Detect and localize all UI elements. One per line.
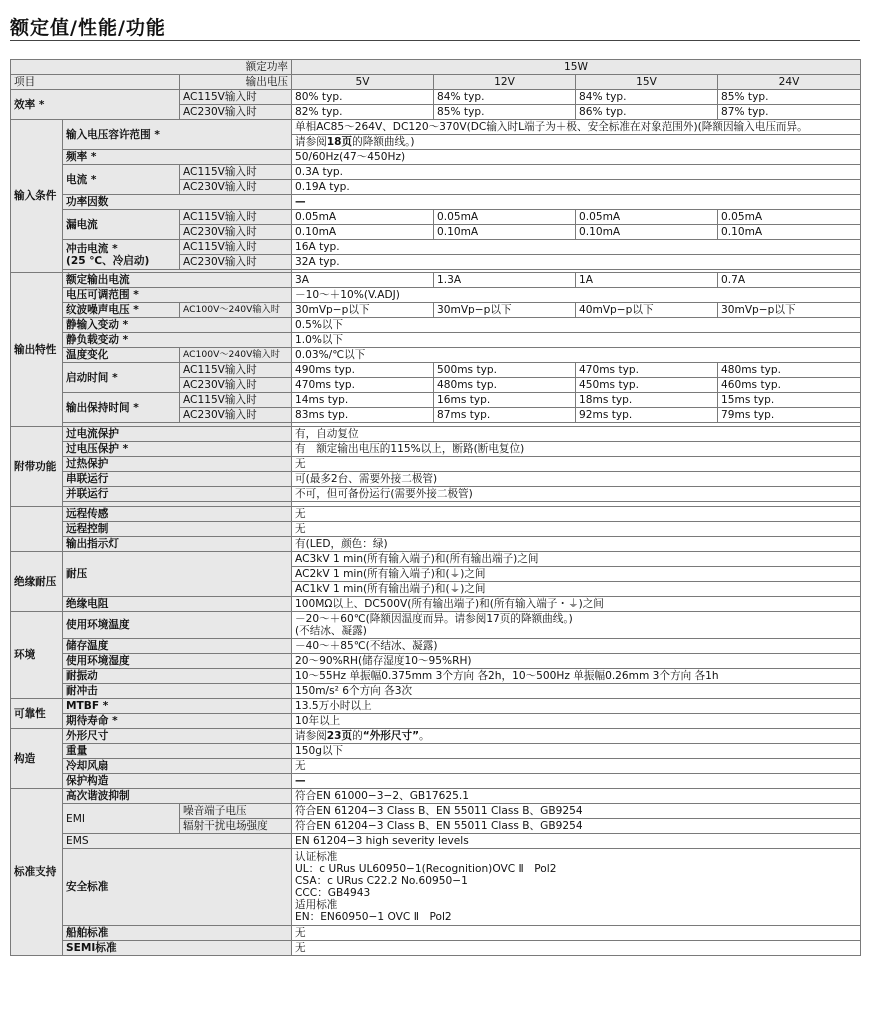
condition-label: AC115V输入时 [180, 165, 292, 180]
dim-label: 外形尺寸 [63, 729, 292, 744]
dim-row [11, 729, 861, 744]
condition-label: 噪音端子电压 [180, 804, 292, 819]
rated-current-row [11, 273, 861, 288]
marine-value: 无 [292, 926, 861, 941]
temp-value: 0.03%/℃以下 [292, 348, 861, 363]
storage-temp-value: －40～＋85℃(不结冰、凝露) [292, 639, 861, 654]
adj-row [11, 288, 861, 303]
value-cell: 82% typ. [292, 105, 434, 120]
efficiency-row [11, 90, 861, 105]
additional-category: 附带功能 [11, 427, 63, 507]
value-cell: 16A typ. [292, 240, 861, 255]
value-cell: 3A [292, 273, 434, 288]
inrush-label: 冲击电流 * (25 ℃、冷启动) [63, 240, 180, 270]
rated-power-label: 额定功率 [11, 60, 292, 75]
safety-row [11, 849, 861, 926]
value-cell: 18ms typ. [576, 393, 718, 408]
shock-row [11, 684, 861, 699]
additional-value: 可(最多2台、需要外接二极管) [292, 472, 861, 487]
spec-table [10, 59, 861, 956]
resistance-value: 100MΩ以上、DC500V(所有输出端子)和(所有输入端子・⏚)之间 [292, 597, 861, 612]
value-cell: 14ms typ. [292, 393, 434, 408]
line-value: 0.5%以下 [292, 318, 861, 333]
value-cell: 0.10mA [576, 225, 718, 240]
value-cell: 0.05mA [292, 210, 434, 225]
marine-row [11, 926, 861, 941]
page-title: 额定值/性能/功能 [10, 17, 166, 39]
semi-label: SEMI标准 [63, 941, 292, 956]
temp-row [11, 348, 861, 363]
leak-row [11, 210, 861, 225]
freq-label: 频率 * [63, 150, 292, 165]
input-category: 输入条件 [11, 120, 63, 273]
harmonic-label: 高次谐波抑制 [63, 789, 292, 804]
dim-value: 请参阅23页的“外形尺寸”。 [292, 729, 861, 744]
condition-label: AC230V输入时 [180, 408, 292, 423]
condition-label: AC230V输入时 [180, 225, 292, 240]
semi-value: 无 [292, 941, 861, 956]
condition-label: AC115V输入时 [180, 393, 292, 408]
ems-value: EN 61204−3 high severity levels [292, 834, 861, 849]
value-cell: 87ms typ. [434, 408, 576, 423]
startup-label: 启动时间 * [63, 363, 180, 393]
value-cell: 470ms typ. [576, 363, 718, 378]
life-row [11, 714, 861, 729]
value-cell: 0.10mA [718, 225, 861, 240]
mtbf-row [11, 699, 861, 714]
construction-category: 构造 [11, 729, 63, 789]
power-value: 15W [292, 60, 861, 75]
additional-row [11, 457, 861, 472]
value-cell: 30mVp−p以下 [718, 303, 861, 318]
vibration-label: 耐振动 [63, 669, 292, 684]
humidity-value: 20～90%RH(储存湿度10～95%RH) [292, 654, 861, 669]
startup-row [11, 363, 861, 378]
value-cell: 460ms typ. [718, 378, 861, 393]
value-cell: 0.19A typ. [292, 180, 861, 195]
header-row-voltage [11, 75, 861, 90]
value-cell: 0.05mA [434, 210, 576, 225]
protect-row [11, 774, 861, 789]
load-row [11, 333, 861, 348]
value-cell: 30mVp−p以下 [292, 303, 434, 318]
op-temp-row [11, 612, 861, 639]
value-cell: 15ms typ. [718, 393, 861, 408]
condition-label: AC230V输入时 [180, 105, 292, 120]
additional-value: 有，自动复位 [292, 427, 861, 442]
input-voltage-value-2: 请参阅18页的降额曲线。) [292, 135, 861, 150]
voltage-12v: 12V [434, 75, 576, 90]
safety-line: EN：EN60950−1 OVC Ⅱ Pol2 [295, 911, 452, 923]
spacer [11, 522, 63, 537]
value-cell: 1.3A [434, 273, 576, 288]
storage-temp-row [11, 639, 861, 654]
value-cell: 92ms typ. [576, 408, 718, 423]
line-label: 静输入变动 * [63, 318, 292, 333]
input-voltage-label: 输入电压容许范围 * [63, 120, 292, 150]
condition-label: 辐射干扰电场强度 [180, 819, 292, 834]
additional-label: 过电压保护 * [63, 442, 292, 457]
input-voltage-value: 单相AC85～264V、DC120～370V(DC输入时L端子为＋极、安全标准在对象范围外)(降额因输入电压而异。 [292, 120, 861, 135]
reliability-category: 可靠性 [11, 699, 63, 729]
value-cell: 0.3A typ. [292, 165, 861, 180]
additional-row [11, 507, 861, 522]
safety-line: CCC：GB4943 [295, 887, 371, 899]
standards-category: 标准支持 [11, 789, 63, 956]
value-cell: 0.05mA [718, 210, 861, 225]
value-cell: 490ms typ. [292, 363, 434, 378]
additional-row [11, 442, 861, 457]
value-cell: 87% typ. [718, 105, 861, 120]
additional-value: 无 [292, 522, 861, 537]
op-temp-label: 使用环境温度 [63, 612, 292, 639]
adj-value: －10～＋10%(V.ADJ) [292, 288, 861, 303]
additional-label: 远程控制 [63, 522, 292, 537]
mtbf-value: 13.5万小时以上 [292, 699, 861, 714]
fan-label: 冷却风扇 [63, 759, 292, 774]
additional-value: 有(LED，颜色：绿) [292, 537, 861, 552]
condition-label: AC115V输入时 [180, 210, 292, 225]
fan-row [11, 759, 861, 774]
condition-label: AC100V～240V输入时 [180, 303, 292, 318]
current-label: 电流 * [63, 165, 180, 195]
voltage-24v: 24V [718, 75, 861, 90]
pf-label: 功率因数 [63, 195, 292, 210]
freq-row [11, 150, 861, 165]
value-cell: 480ms typ. [434, 378, 576, 393]
condition-label: AC115V输入时 [180, 90, 292, 105]
insulation-category: 绝缘耐压 [11, 552, 63, 612]
semi-row [11, 941, 861, 956]
output-category: 输出特性 [11, 273, 63, 427]
additional-row [11, 427, 861, 442]
harmonic-row [11, 789, 861, 804]
condition-label: AC230V输入时 [180, 180, 292, 195]
value-cell: 480ms typ. [718, 363, 861, 378]
input-voltage-row [11, 120, 861, 135]
resistance-label: 绝缘电阻 [63, 597, 292, 612]
condition-label: AC100V～240V输入时 [180, 348, 292, 363]
value-cell: 32A typ. [292, 255, 861, 270]
withstand-row [11, 552, 861, 567]
additional-row [11, 487, 861, 502]
weight-label: 重量 [63, 744, 292, 759]
load-value: 1.0%以下 [292, 333, 861, 348]
environment-category: 环境 [11, 612, 63, 699]
storage-temp-label: 储存温度 [63, 639, 292, 654]
hold-row [11, 393, 861, 408]
additional-value: 不可，但可备份运行(需要外接二极管) [292, 487, 861, 502]
value-cell: 0.05mA [576, 210, 718, 225]
additional-label: 过热保护 [63, 457, 292, 472]
life-value: 10年以上 [292, 714, 861, 729]
harmonic-value: 符合EN 61000−3−2、GB17625.1 [292, 789, 861, 804]
value-cell: 450ms typ. [576, 378, 718, 393]
additional-label: 串联运行 [63, 472, 292, 487]
weight-value: 150g以下 [292, 744, 861, 759]
efficiency-label: 效率 * [11, 90, 180, 120]
condition-label: AC230V输入时 [180, 378, 292, 393]
shock-value: 150m/s² 6个方向 各3次 [292, 684, 861, 699]
output-voltage-label: 输出电压 [180, 75, 292, 90]
additional-label: 过电流保护 [63, 427, 292, 442]
additional-value: 无 [292, 507, 861, 522]
inrush-row [11, 240, 861, 255]
emi-value: 符合EN 61204−3 Class B、EN 55011 Class B、GB9254 [292, 804, 861, 819]
condition-label: AC230V输入时 [180, 255, 292, 270]
value-cell: 0.10mA [434, 225, 576, 240]
value-cell: 16ms typ. [434, 393, 576, 408]
withstand-label: 耐压 [63, 552, 292, 597]
value-cell: 85% typ. [718, 90, 861, 105]
value-cell: 40mVp−p以下 [576, 303, 718, 318]
additional-label: 远程传感 [63, 507, 292, 522]
ems-label: EMS [63, 834, 292, 849]
withstand-value: AC3kV 1 min(所有输入端子)和(所有输出端子)之间 [292, 552, 861, 567]
additional-label: 并联运行 [63, 487, 292, 502]
emi-row [11, 804, 861, 819]
freq-value: 50/60Hz(47～450Hz) [292, 150, 861, 165]
header-row-power [11, 60, 861, 75]
pf-value: — [292, 195, 861, 210]
additional-row [11, 472, 861, 487]
spacer [11, 507, 63, 522]
protect-value: — [292, 774, 861, 789]
vibration-value: 10～55Hz 单振幅0.375mm 3个方向 各2h，10～500Hz 单振幅0.26mm 3个方向 各1h [292, 669, 861, 684]
hold-label: 输出保持时间 * [63, 393, 180, 423]
fan-value: 无 [292, 759, 861, 774]
value-cell: 84% typ. [434, 90, 576, 105]
ems-row [11, 834, 861, 849]
value-cell: 0.10mA [292, 225, 434, 240]
ripple-label: 纹波噪声电压 * [63, 303, 180, 318]
value-cell: 85% typ. [434, 105, 576, 120]
emi-label: EMI [63, 804, 180, 834]
shock-label: 耐冲击 [63, 684, 292, 699]
vibration-row [11, 669, 861, 684]
humidity-row [11, 654, 861, 669]
pf-row [11, 195, 861, 210]
safety-line: 适用标准 [295, 899, 338, 911]
resistance-row [11, 597, 861, 612]
weight-row [11, 744, 861, 759]
ripple-row [11, 303, 861, 318]
line-row [11, 318, 861, 333]
value-cell: 79ms typ. [718, 408, 861, 423]
safety-line: UL：c URus UL60950−1(Recognition)OVC Ⅱ Pol2 [295, 863, 557, 875]
value-cell: 30mVp−p以下 [434, 303, 576, 318]
spacer [11, 537, 63, 552]
marine-label: 船舶标准 [63, 926, 292, 941]
safety-label: 安全标准 [63, 849, 292, 926]
current-row [11, 165, 861, 180]
value-cell: 0.7A [718, 273, 861, 288]
additional-row [11, 522, 861, 537]
additional-row [11, 537, 861, 552]
value-cell: 80% typ. [292, 90, 434, 105]
safety-line: CSA：c URus C22.2 No.60950−1 [295, 875, 468, 887]
emi-value: 符合EN 61204−3 Class B、EN 55011 Class B、GB9254 [292, 819, 861, 834]
leak-label: 漏电流 [63, 210, 180, 240]
value-cell: 1A [576, 273, 718, 288]
voltage-15v: 15V [576, 75, 718, 90]
rated-current-label: 额定输出电流 [63, 273, 292, 288]
load-label: 静负载变动 * [63, 333, 292, 348]
life-label: 期待寿命 * [63, 714, 292, 729]
adj-label: 电压可调范围 * [63, 288, 292, 303]
humidity-label: 使用环境湿度 [63, 654, 292, 669]
condition-label: AC115V输入时 [180, 240, 292, 255]
value-cell: 83ms typ. [292, 408, 434, 423]
mtbf-label: MTBF * [63, 699, 292, 714]
value-cell: 470ms typ. [292, 378, 434, 393]
value-cell: 84% typ. [576, 90, 718, 105]
condition-label: AC115V输入时 [180, 363, 292, 378]
value-cell: 86% typ. [576, 105, 718, 120]
protect-label: 保护构造 [63, 774, 292, 789]
withstand-value: AC2kV 1 min(所有输入端子)和(⏚)之间 [292, 567, 861, 582]
additional-value: 有 额定输出电压的115%以上，断路(断电复位) [292, 442, 861, 457]
item-label: 项目 [11, 75, 180, 90]
value-cell: 500ms typ. [434, 363, 576, 378]
op-temp-value: －20～＋60℃(降额因温度而异。请参阅17页的降额曲线。) (不结冰、凝露) [292, 612, 861, 639]
temp-label: 温度变化 [63, 348, 180, 363]
safety-value [292, 849, 861, 926]
additional-label: 输出指示灯 [63, 537, 292, 552]
withstand-value: AC1kV 1 min(所有输出端子)和(⏚)之间 [292, 582, 861, 597]
voltage-5v: 5V [292, 75, 434, 90]
title-rule [10, 40, 860, 41]
additional-value: 无 [292, 457, 861, 472]
safety-line: 认证标准 [295, 851, 338, 863]
